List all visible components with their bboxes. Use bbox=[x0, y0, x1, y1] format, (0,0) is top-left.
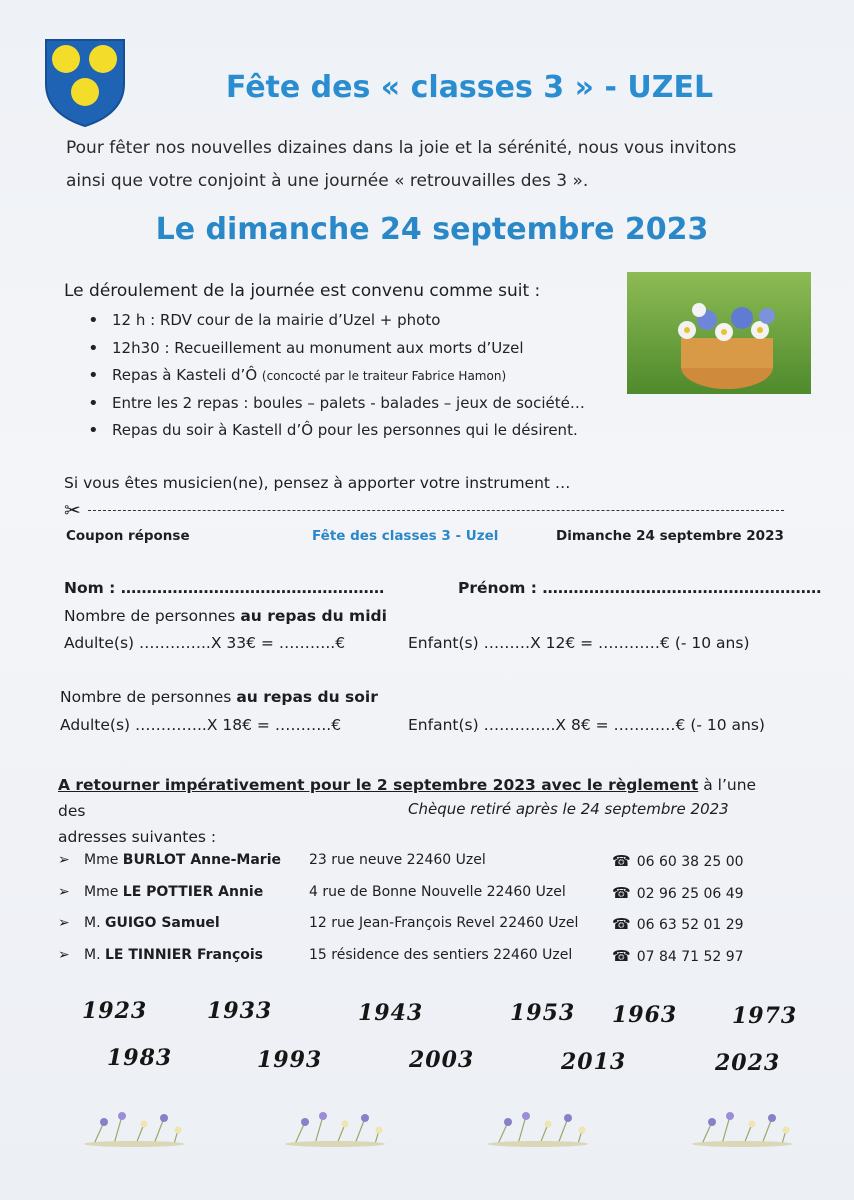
contact-row: ➢ Mme BURLOT Anne-Marie 23 rue neuve 22460 Uzel ☎ 06 60 38 25 00 bbox=[58, 852, 744, 870]
year-label: 2013 bbox=[561, 1049, 627, 1075]
year-label: 1933 bbox=[207, 998, 273, 1024]
list-item: • Entre les 2 repas : boules – palets - balades – jeux de société… bbox=[88, 390, 585, 418]
coupon-label: Coupon réponse bbox=[66, 528, 190, 544]
year-label: 2003 bbox=[409, 1047, 475, 1073]
soir-adulte-field: Adulte(s) …………..X 18€ = ………..€ bbox=[60, 716, 342, 734]
contact-row: ➢ M. GUIGO Samuel 12 rue Jean-François Revel 22460 Uzel ☎ 06 63 52 01 29 bbox=[58, 915, 744, 933]
arrow-bullet-icon: ➢ bbox=[58, 883, 70, 900]
midi-adulte-field: Adulte(s) …………..X 33€ = ………..€ bbox=[64, 634, 346, 652]
midi-enfant-field: Enfant(s) ………X 12€ = …………€ (- 10 ans) bbox=[408, 634, 750, 652]
flower-basket-photo bbox=[627, 272, 811, 394]
nom-field: Nom : …………………………………………… bbox=[64, 579, 385, 597]
list-item: • 12 h : RDV cour de la mairie d’Uzel + photo bbox=[88, 307, 585, 335]
list-item: • 12h30 : Recueillement au monument aux morts d’Uzel bbox=[88, 335, 585, 363]
year-label: 1973 bbox=[732, 1003, 798, 1029]
telephone-icon: ☎ bbox=[612, 915, 631, 933]
year-label: 2023 bbox=[715, 1050, 781, 1076]
programme-list bbox=[64, 307, 585, 445]
year-label: 1923 bbox=[82, 998, 148, 1024]
telephone-icon: ☎ bbox=[612, 852, 631, 870]
arrow-bullet-icon: ➢ bbox=[58, 915, 70, 931]
telephone-icon: ☎ bbox=[612, 946, 631, 965]
prenom-field: Prénom : ……………………………………………… bbox=[458, 579, 822, 597]
cheque-note: Chèque retiré après le 24 septembre 2023 bbox=[408, 800, 729, 818]
flower-decoration-icon bbox=[478, 1102, 598, 1148]
caterer-note: (concocté par le traiteur Fabrice Hamon) bbox=[261, 369, 507, 383]
coupon-event: Fête des classes 3 - Uzel bbox=[312, 528, 499, 544]
flower-decoration-icon bbox=[275, 1102, 395, 1148]
flower-decoration-icon bbox=[74, 1102, 194, 1148]
coupon-date: Dimanche 24 septembre 2023 bbox=[556, 528, 784, 544]
midi-heading: Nombre de personnes au repas du midi bbox=[64, 607, 387, 625]
year-label: 1953 bbox=[510, 1000, 576, 1026]
contact-row: ➢ M. LE TINNIER François 15 résidence des sentiers 22460 Uzel ☎ 07 84 71 52 97 bbox=[58, 946, 744, 965]
musician-note: Si vous êtes musicien(ne), pensez à apporter votre instrument … bbox=[64, 474, 571, 492]
soir-enfant-field: Enfant(s) …………..X 8€ = …………€ (- 10 ans) bbox=[408, 716, 765, 734]
return-instructions: A retourner impérativement pour le 2 septembre 2023 avec le règlement à l’une des adresses suivantes : bbox=[58, 776, 757, 846]
arrow-bullet-icon: ➢ bbox=[58, 852, 70, 868]
event-date: Le dimanche 24 septembre 2023 bbox=[155, 212, 709, 247]
contact-list bbox=[58, 852, 818, 978]
year-label: 1943 bbox=[358, 1000, 424, 1026]
page-title: Fête des « classes 3 » - UZEL bbox=[225, 70, 714, 105]
intro-text: Pour fêter nos nouvelles dizaines dans la joie et la sérénité, nous vous invitons ainsi que votre conjoint à une journée « retrouvailles des 3 ». bbox=[66, 138, 737, 191]
year-label: 1963 bbox=[612, 1002, 678, 1028]
flower-decoration-icon bbox=[682, 1102, 802, 1148]
soir-heading: Nombre de personnes au repas du soir bbox=[60, 688, 378, 706]
programme-intro: Le déroulement de la journée est convenu comme suit : bbox=[64, 281, 541, 301]
telephone-icon: ☎ bbox=[612, 883, 631, 902]
contact-row: ➢ Mme LE POTTIER Annie 4 rue de Bonne Nouvelle 22460 Uzel ☎ 02 96 25 06 49 bbox=[58, 883, 744, 902]
scissors-icon: ✂ bbox=[64, 498, 81, 522]
arrow-bullet-icon: ➢ bbox=[58, 946, 70, 963]
list-item: • Repas à Kasteli d’Ô (concocté par le traiteur Fabrice Hamon) bbox=[88, 362, 585, 390]
year-label: 1993 bbox=[257, 1047, 323, 1073]
year-label: 1983 bbox=[107, 1045, 173, 1071]
cut-line bbox=[64, 500, 784, 520]
list-item: • Repas du soir à Kastell d’Ô pour les personnes qui le désirent. bbox=[88, 417, 585, 445]
